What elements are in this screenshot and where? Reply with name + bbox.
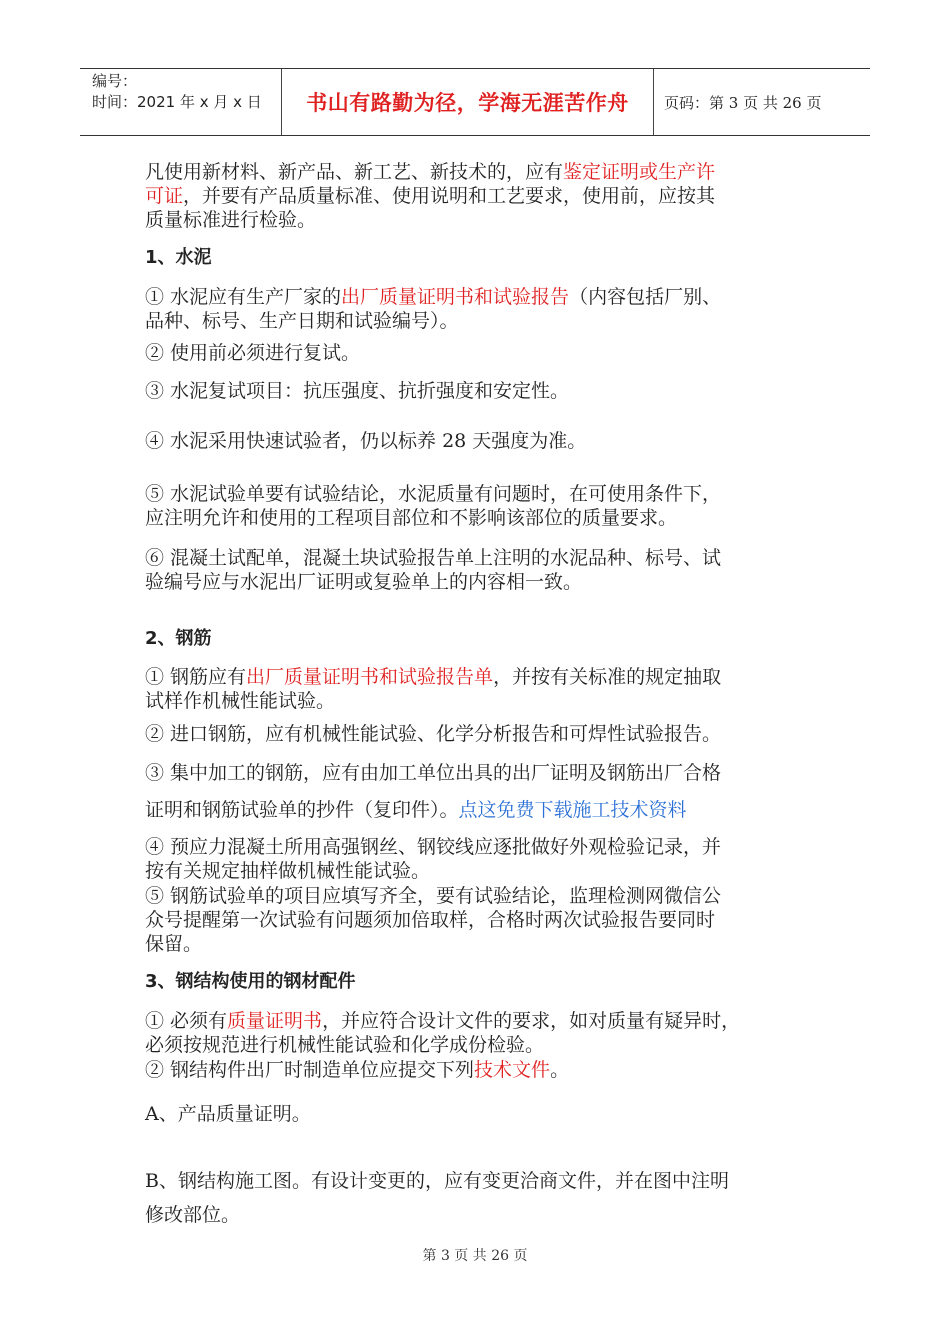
intro-paragraph [145,160,810,232]
item-text: B、钢结构施工图。有设计变更的，应有变更洽商文件，并在图中注明 [145,1170,729,1192]
item-text: 试样作机械性能试验。 [145,690,336,712]
item-text: ② 钢结构件出厂时制造单位应提交下列 [145,1059,475,1081]
download-link[interactable]: 点这免费下载施工技术资料 [458,799,687,821]
item-text: 验编号应与水泥出厂证明或复验单上的内容相一致。 [145,571,583,593]
header-page-info: 页码：第 3 页 共 26 页 [664,93,822,112]
item-text: ④ 预应力混凝土所用高强钢丝、钢铰线应逐批做好外观检验记录，并 [145,836,722,858]
intro-highlight: 鉴定证明或生产许 [563,161,716,183]
item-text: ③ 集中加工的钢筋，应有由加工单位出具的出厂证明及钢筋出厂合格 [145,762,722,784]
item-text: 修改部位。 [145,1204,241,1226]
item-text: ，并按有关标准的规定抽取 [493,666,722,688]
item-text: ① 水泥应有生产厂家的 [145,286,342,308]
item-text: 品种、标号、生产日期和试验编号）。 [145,310,459,332]
steel-doc-a: A、产品质量证明。 [145,1103,311,1125]
header-motto: 书山有路勤为径，学海无涯苦作舟 [282,69,654,135]
steel-doc-b [145,1164,810,1232]
item-text: 按有关规定抽样做机械性能试验。 [145,860,431,882]
item-highlight: 质量证明书 [227,1010,323,1032]
section-heading-steel: 3、钢结构使用的钢材配件 [145,971,356,992]
intro-text: ，并要有产品质量标准、使用说明和工艺要求，使用前，应按其 [183,185,716,207]
page-header [80,68,870,136]
item-text: ⑤ 水泥试验单要有试验结论，水泥质量有问题时，在可使用条件下， [145,483,722,505]
cement-item-1 [145,285,810,333]
section-heading-cement: 1、水泥 [145,247,212,268]
rebar-item-3 [145,761,810,822]
intro-text: 凡使用新材料、新产品、新工艺、新技术的，应有 [145,161,564,183]
cement-item-6 [145,546,810,594]
item-text: 应注明允许和使用的工程项目部位和不影响该部位的质量要求。 [145,507,678,529]
item-text: （内容包括厂别、 [569,286,722,308]
item-text: 保留。 [145,933,203,955]
item-text: ，并应符合设计文件的要求，如对质量有疑异时， [322,1010,741,1032]
item-text: 。 [550,1059,570,1081]
steel-item-1 [145,1009,810,1057]
item-text: ⑤ 钢筋试验单的项目应填写齐全，要有试验结论，监理检测网微信公 [145,885,722,907]
rebar-item-1 [145,665,810,713]
item-highlight: 出厂质量证明书和试验报告单 [246,666,494,688]
cement-item-2: ② 使用前必须进行复试。 [145,342,361,364]
intro-highlight: 可证 [145,185,184,207]
document-date: 时间：2021 年 x 月 x 日 [92,93,262,111]
cement-item-4: ④ 水泥采用快速试验者，仍以标养 28 天强度为准。 [145,430,587,452]
item-highlight: 技术文件 [474,1059,551,1081]
rebar-item-2: ② 进口钢筋，应有机械性能试验、化学分析报告和可焊性试验报告。 [145,723,722,745]
header-meta [80,69,282,135]
item-highlight: 出厂质量证明书和试验报告 [341,286,570,308]
item-text: ① 必须有 [145,1010,228,1032]
intro-text: 质量标准进行检验。 [145,209,317,231]
rebar-item-5 [145,884,810,956]
rebar-item-4 [145,835,810,883]
item-text: ① 钢筋应有 [145,666,247,688]
cement-item-5 [145,482,810,530]
document-number-label: 编号： [92,72,138,90]
item-text: ⑥ 混凝土试配单，混凝土块试验报告单上注明的水泥品种、标号、试 [145,547,722,569]
steel-item-2 [145,1058,810,1082]
page-footer: 第 3 页 共 26 页 [422,1248,528,1264]
item-text: 必须按规范进行机械性能试验和化学成份检验。 [145,1034,545,1056]
cement-item-3: ③ 水泥复试项目：抗压强度、抗折强度和安定性。 [145,380,570,402]
item-text: 众号提醒第一次试验有问题须加倍取样，合格时两次试验报告要同时 [145,909,716,931]
section-heading-rebar: 2、钢筋 [145,628,212,649]
item-text: 证明和钢筋试验单的抄件（复印件）。 [145,799,459,821]
